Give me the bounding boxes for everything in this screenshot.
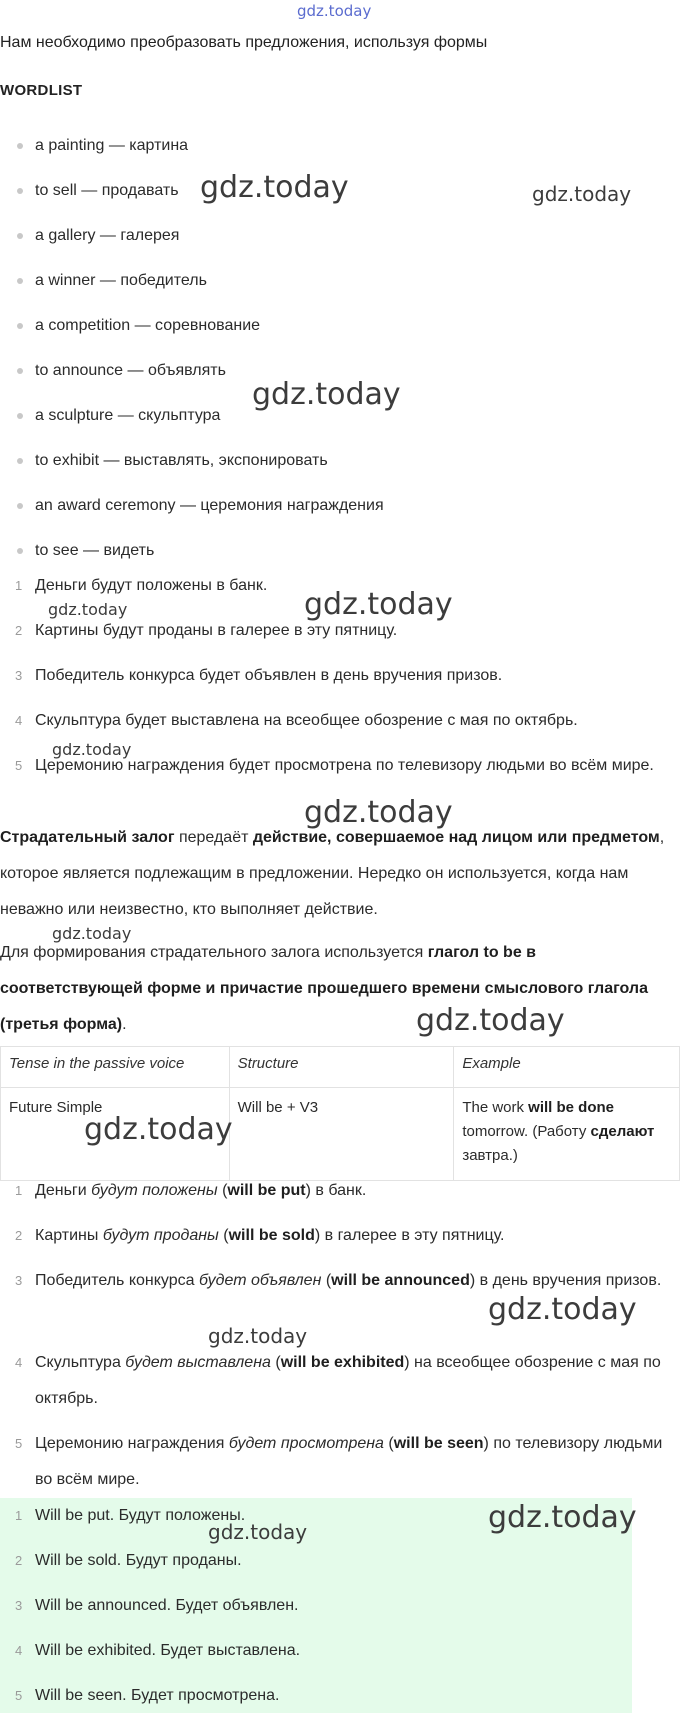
text: (: [321, 1272, 332, 1289]
intro-text: Нам необходимо преобразовать предложения, используя формы: [0, 34, 488, 51]
wordlist-title: WORDLIST: [0, 82, 83, 99]
answer-item: [0, 1543, 670, 1579]
text: (: [270, 1354, 281, 1371]
cell-example: [454, 1088, 680, 1181]
wordlist-text: to exhibit — выставлять, экспонировать: [35, 452, 328, 469]
item-number: 3: [15, 1598, 23, 1613]
answer-item: [0, 1678, 670, 1714]
header-example: Example: [454, 1047, 680, 1088]
explained-text: [35, 1218, 670, 1254]
text: завтра.): [462, 1147, 518, 1164]
sentence-text: Картины будут проданы в галерее в эту пятницу.: [35, 622, 398, 639]
watermark: gdz.today: [200, 170, 349, 205]
answer-item: [0, 1633, 670, 1669]
item-number: 3: [15, 1273, 23, 1288]
answer-text: Will be put. Будут положены.: [35, 1507, 246, 1524]
wordlist-item: [0, 224, 179, 248]
watermark: gdz.today: [52, 740, 132, 759]
wordlist-text: an award ceremony — церемония награждения: [35, 497, 384, 514]
text-italic: будет объявлен: [199, 1272, 322, 1289]
item-number: 1: [15, 1508, 23, 1523]
explained-item: [0, 1345, 670, 1417]
table-header-row: [1, 1047, 680, 1088]
text-bold: will be seen: [393, 1435, 484, 1452]
text: (: [383, 1435, 394, 1452]
text: ) в банк.: [305, 1182, 367, 1199]
answer-text: Will be sold. Будут проданы.: [35, 1552, 242, 1569]
watermark: gdz.today: [252, 377, 401, 412]
bullet-icon: [17, 143, 23, 149]
text: передаёт: [174, 829, 253, 846]
wordlist-item: [0, 449, 328, 473]
watermark-top: gdz.today: [297, 2, 372, 20]
wordlist-text: a gallery — галерея: [35, 227, 180, 244]
bullet-icon: [17, 278, 23, 284]
watermark: gdz.today: [84, 1112, 233, 1147]
text: Победитель конкурса: [35, 1272, 199, 1289]
text-italic: будет просмотрена: [228, 1435, 384, 1452]
item-number: 4: [15, 713, 23, 728]
theory-paragraph: [0, 820, 670, 928]
watermark: gdz.today: [488, 1292, 637, 1327]
item-number: 4: [15, 1643, 23, 1658]
text: Картины: [35, 1227, 103, 1244]
sentence-item: [0, 658, 670, 694]
answer-text: Will be announced. Будет объявлен.: [35, 1597, 299, 1614]
watermark: gdz.today: [532, 182, 632, 206]
text-bold: will be announced: [331, 1272, 470, 1289]
text: ) в галерее в эту пятницу.: [314, 1227, 505, 1244]
header-tense: Tense in the passive voice: [1, 1047, 230, 1088]
answer-text: Will be seen. Будет просмотрена.: [35, 1687, 280, 1704]
item-number: 2: [15, 1553, 23, 1568]
item-number: 5: [15, 1436, 23, 1451]
watermark: gdz.today: [304, 587, 453, 622]
text: ) по телевизору людьми во всём мире.: [35, 1435, 663, 1488]
item-number: 2: [15, 623, 23, 638]
watermark: gdz.today: [48, 600, 128, 619]
bullet-icon: [17, 458, 23, 464]
wordlist-text: a competition — соревнование: [35, 317, 261, 334]
text: Для формирования страдательного залога используется: [0, 944, 428, 961]
text-bold: will be sold: [228, 1227, 315, 1244]
wordlist-item: [0, 314, 260, 338]
explained-text: [35, 1173, 670, 1209]
answer-text: Will be exhibited. Будет выставлена.: [35, 1642, 301, 1659]
text: (: [218, 1227, 229, 1244]
wordlist-text: a sculpture — скульптура: [35, 407, 221, 424]
text: , которое является подлежащим в предложении. Нередко он используется, когда нам неважно или неизвестно, кто выполняет действие.: [0, 829, 665, 918]
definition: действие, совершаемое над лицом или предметом: [252, 829, 660, 846]
text: tomorrow. (Работу: [462, 1123, 591, 1140]
text: (: [217, 1182, 228, 1199]
text: Деньги: [35, 1182, 92, 1199]
text-italic: будет выставлена: [125, 1354, 271, 1371]
wordlist-text: a painting — картина: [35, 137, 189, 154]
sentence-text: Деньги будут положены в банк.: [35, 577, 268, 594]
explained-item: [0, 1218, 670, 1254]
text: Скульптура: [35, 1354, 126, 1371]
bullet-icon: [17, 188, 23, 194]
term: Страдательный залог: [0, 829, 175, 846]
bullet-icon: [17, 548, 23, 554]
text-italic: будут проданы: [102, 1227, 219, 1244]
text-bold: will be put: [227, 1182, 306, 1199]
sentence-item: [0, 703, 670, 739]
text-bold: will be exhibited: [280, 1354, 405, 1371]
bullet-icon: [17, 503, 23, 509]
wordlist-text: to see — видеть: [35, 542, 155, 559]
bullet-icon: [17, 233, 23, 239]
wordlist-item: [0, 179, 179, 203]
item-number: 4: [15, 1355, 23, 1370]
bullet-icon: [17, 413, 23, 419]
answer-item: [0, 1588, 670, 1624]
watermark: gdz.today: [416, 1003, 565, 1038]
watermark: gdz.today: [52, 924, 132, 943]
wordlist-item: [0, 269, 207, 293]
watermark: gdz.today: [208, 1520, 308, 1544]
cell-structure: Will be + V3: [229, 1088, 454, 1181]
wordlist-item: [0, 494, 384, 518]
explained-item: [0, 1173, 670, 1209]
sentence-text: Церемонию награждения будет просмотрена по телевизору людьми во всём мире.: [35, 757, 654, 774]
wordlist-item: [0, 539, 154, 563]
cell-tense: Future Simple: [1, 1088, 230, 1181]
text: Церемонию награждения: [35, 1435, 229, 1452]
bullet-icon: [17, 368, 23, 374]
item-number: 5: [15, 758, 23, 773]
rule: глагол to be в соответствующей форме и причастие прошедшего времени смыслового глагола (третья форма): [0, 944, 648, 1033]
text: ) в день вручения призов.: [469, 1272, 662, 1289]
explained-text: [35, 1345, 670, 1417]
wordlist-item: [0, 359, 226, 383]
watermark: gdz.today: [488, 1500, 637, 1535]
item-number: 5: [15, 1688, 23, 1703]
text: The work: [462, 1099, 529, 1116]
wordlist-item: [0, 404, 220, 428]
sentence-text: Скульптура будет выставлена на всеобщее обозрение с мая по октябрь.: [35, 712, 578, 729]
header-structure: Structure: [229, 1047, 454, 1088]
text-bold: сделают: [590, 1123, 655, 1140]
wordlist-item: [0, 134, 188, 158]
bullet-icon: [17, 323, 23, 329]
item-number: 1: [15, 578, 23, 593]
watermark: gdz.today: [304, 795, 453, 830]
wordlist-text: a winner — победитель: [35, 272, 207, 289]
text: .: [122, 1016, 127, 1033]
item-number: 1: [15, 1183, 23, 1198]
text-italic: будут положены: [91, 1182, 218, 1199]
text-bold: will be done: [528, 1099, 615, 1116]
explained-text: [35, 1426, 670, 1498]
sentence-text: Победитель конкурса будет объявлен в день вручения призов.: [35, 667, 503, 684]
wordlist-text: to sell — продавать: [35, 182, 179, 199]
theory-paragraph: [0, 935, 670, 1043]
explained-item: [0, 1426, 670, 1498]
text: ) на всеобщее обозрение с мая по октябрь.: [35, 1354, 661, 1407]
item-number: 2: [15, 1228, 23, 1243]
watermark: gdz.today: [208, 1324, 308, 1348]
item-number: 3: [15, 668, 23, 683]
wordlist-text: to announce — объявлять: [35, 362, 226, 379]
